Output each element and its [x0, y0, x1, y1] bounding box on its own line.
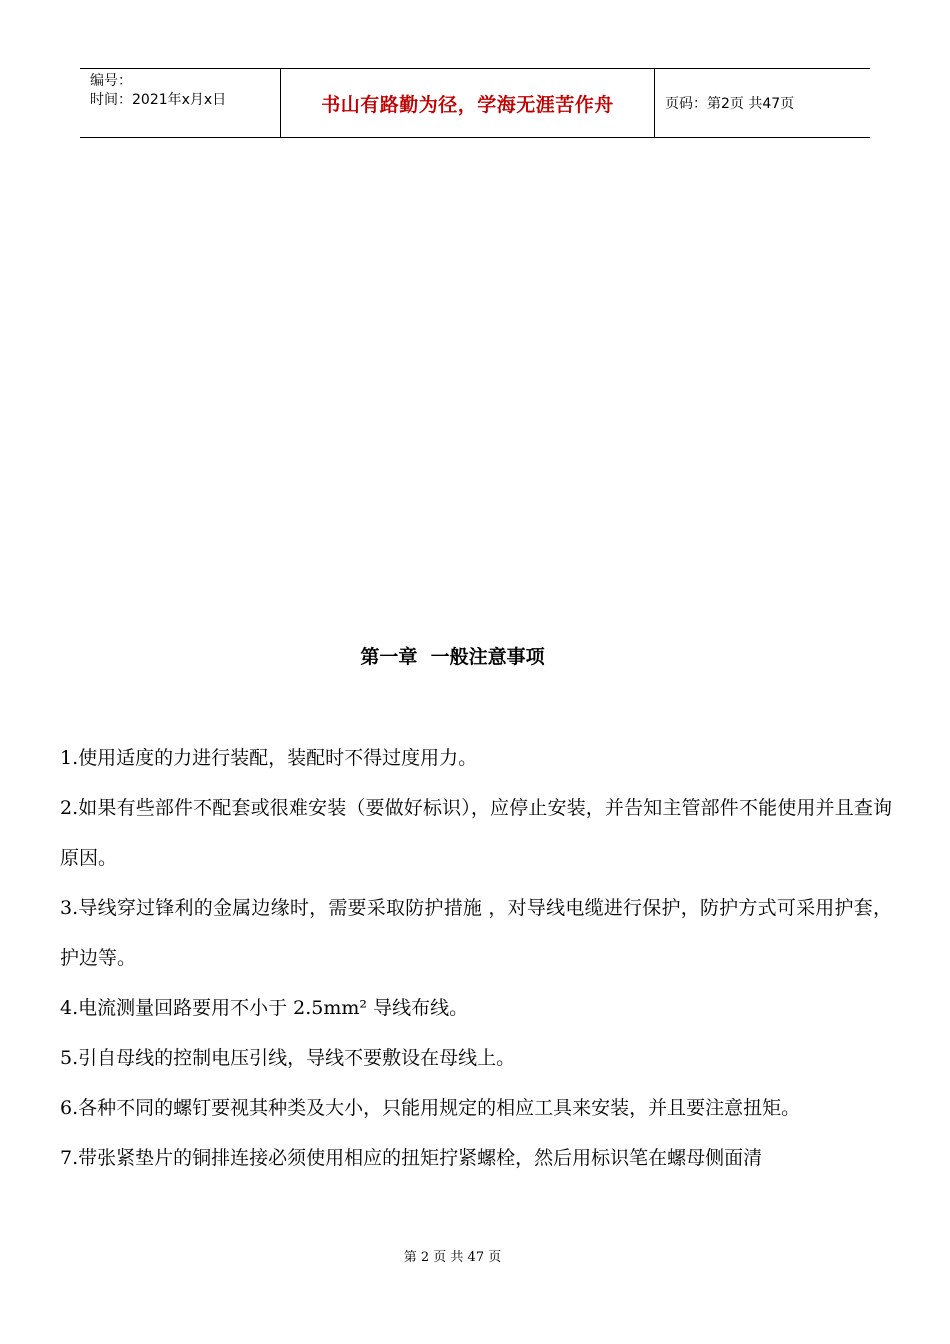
- header-table: [80, 68, 870, 138]
- paragraph-6: 6.各种不同的螺钉要视其种类及大小，只能用规定的相应工具来安装，并且要注意扭矩。: [60, 1097, 801, 1119]
- paragraph-2: 2.如果有些部件不配套或很难安装（要做好标识），应停止安装，并告知主管部件不能使用并且查询原因。: [60, 797, 892, 869]
- paragraph-5: 5.引自母线的控制电压引线，导线不要敷设在母线上。: [60, 1047, 516, 1069]
- document-time-label: 时间：2021年x月x日: [90, 92, 227, 108]
- header-page-cell: [655, 69, 870, 137]
- header-motto: 书山有路勤为径，学海无涯苦作舟: [321, 93, 614, 116]
- paragraph-4: 4.电流测量回路要用不小于 2.5mm² 导线布线。: [60, 997, 469, 1019]
- header-motto-cell: [281, 69, 655, 137]
- page-footer: 第 2 页 共 47 页: [403, 1250, 502, 1265]
- header-meta-cell: [80, 69, 281, 137]
- paragraph-3: 3.导线穿过锋利的金属边缘时，需要采取防护措施 ，对导线电缆进行保护，防护方式可采用护套，护边等。: [60, 897, 892, 969]
- chapter-title: 第一章 一般注意事项: [360, 646, 545, 668]
- header-page-info: 页码：第2页 共47页: [665, 96, 795, 112]
- paragraph-7: 7.带张紧垫片的铜排连接必须使用相应的扭矩拧紧螺栓，然后用标识笔在螺母侧面清: [60, 1147, 763, 1169]
- document-number-label: 编号：: [90, 73, 132, 89]
- paragraph-1: 1.使用适度的力进行装配，装配时不得过度用力。: [60, 747, 478, 769]
- document-body: [60, 733, 892, 1183]
